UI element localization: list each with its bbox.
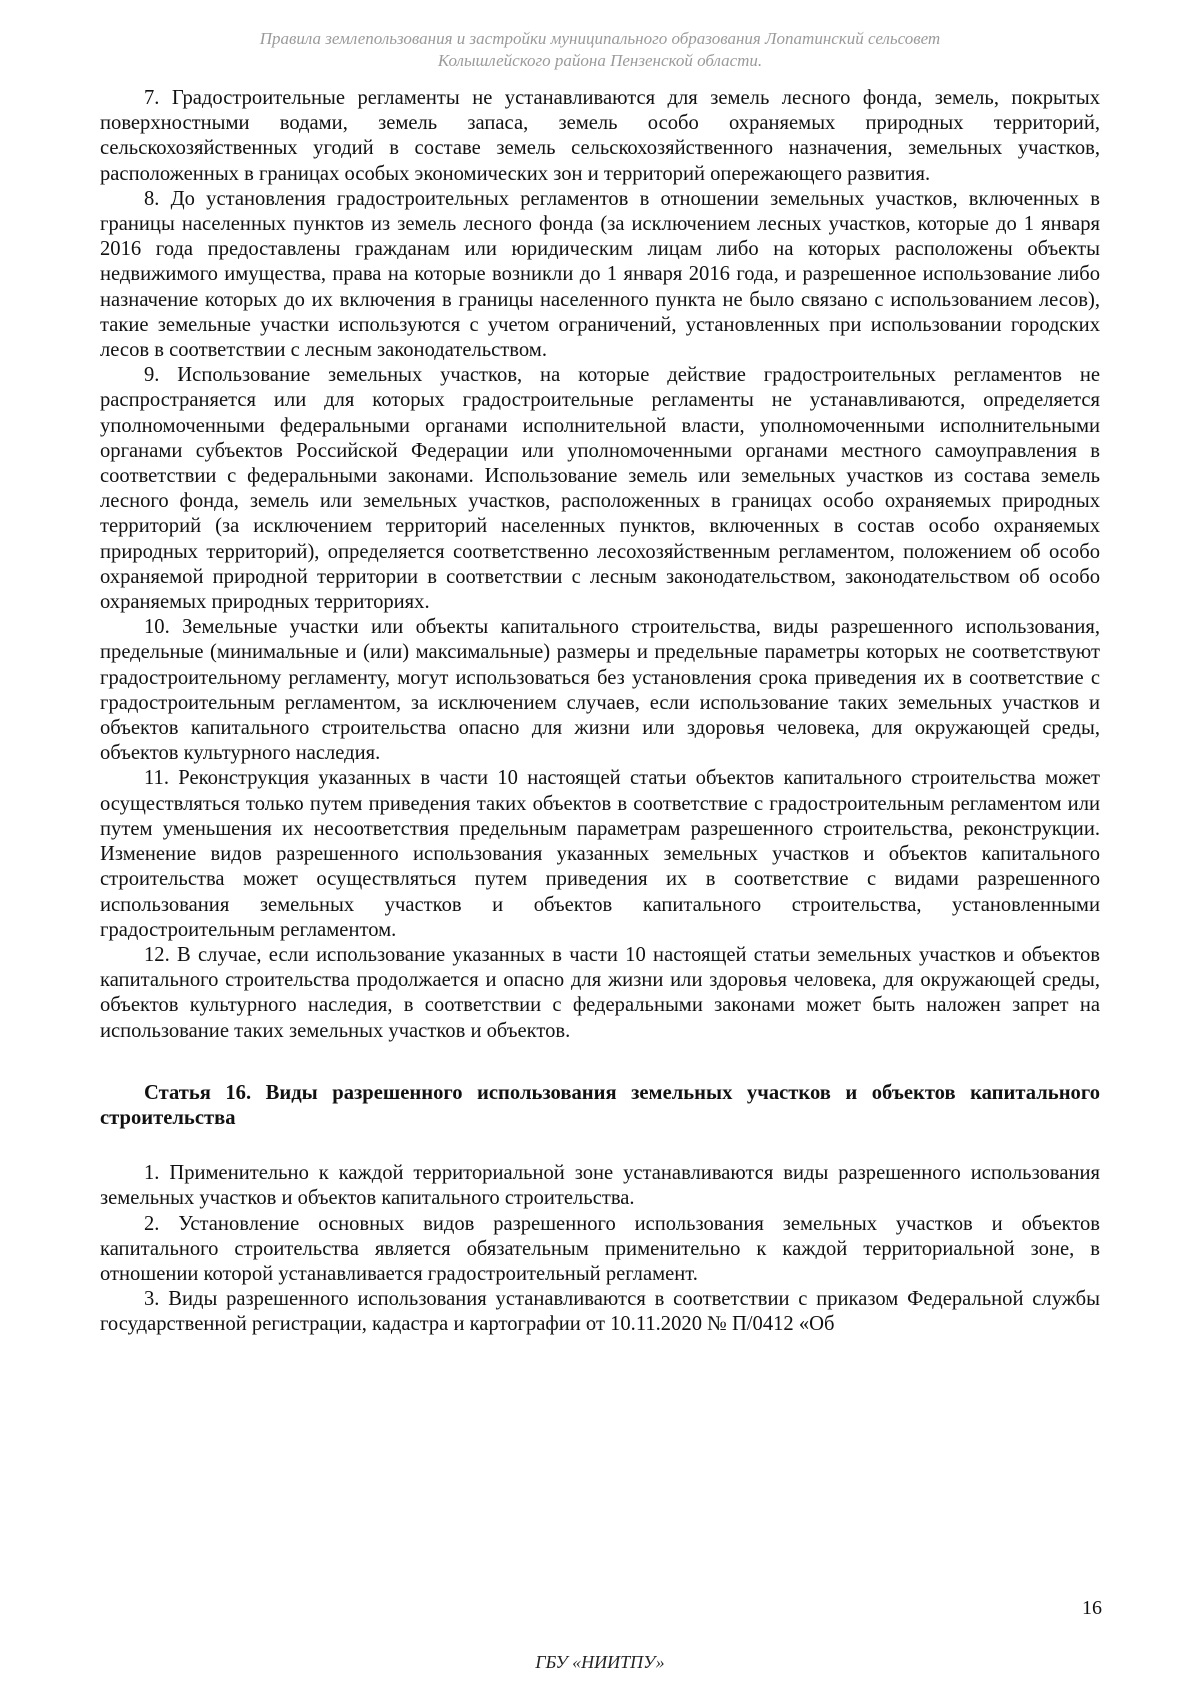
article-16-paragraph-1: 1. Применительно к каждой территориальной зоне устанавливаются виды разрешенного использования земельных участков и объектов капитального строительства. (100, 1162, 1100, 1210)
page-number: 16 (1082, 1597, 1102, 1619)
paragraph-11: 11. Реконструкция указанных в части 10 настоящей статьи объектов капитального строительства может осуществляться только путем приведения таких объектов в соответствие с градостроительным регламентом или путем уменьшения их несоответствия предельным параметрам разрешенного строительства, реконструкции. Изменение видов разрешенного использования указанных земельных участков и объектов капитального строительства может осуществляться путем приведения их в соответствие с видами разрешенного использования земельных участков и объектов капитального строительства, установленными градостроительным регламентом. (100, 767, 1100, 941)
paragraph-8: 8. До установления градостроительных регламентов в отношении земельных участков, включенных в границы населенных пунктов из земель лесного фонда (за исключением лесных участков, которые до 1 января 2016 года предоставлены гражданам или юридическим лицам либо на которых расположены объекты недвижимого имущества, права на которые возникли до 1 января 2016 года, и разрешенное использование либо назначение которых до их включения в границы населенного пункта не было связано с использованием лесов), такие земельные участки используются с учетом ограничений, установленных при использовании городских лесов в соответствии с лесным законодательством. (100, 187, 1100, 362)
article-16-paragraph-2: 2. Установление основных видов разрешенного использования земельных участков и объектов капитального строительства является обязательным применительно к каждой территориальной зоне, в отношении которой устанавливается градостроительный регламент. (100, 1212, 1100, 1285)
paragraph-9: 9. Использование земельных участков, на которые действие градостроительных регламентов не распространяется или для которых градостроительные регламенты не устанавливаются, определяется уполномоченными федеральными органами исполнительной власти, уполномоченными исполнительными органами субъектов Российской Федерации или уполномоченными органами местного самоуправления в соответствии с федеральными законами. Использование земель или земельных участков из состава земель лесного фонда, земель или земельных участков, расположенных в границах особо охраняемых природных территорий (за исключением территорий населенных пунктов, включенных в состав особо охраняемых природных территорий), определяется соответственно лесохозяйственным регламентом, положением об особо охраняемой природной территории в соответствии с лесным законодательством, законодательством об особо охраняемых природных территориях. (100, 364, 1100, 614)
document-body (100, 86, 1100, 1338)
paragraph-12: 12. В случае, если использование указанных в части 10 настоящей статьи земельных участков и объектов капитального строительства продолжается и опасно для жизни или здоровья человека, для окружающей среды, объектов культурного наследия, в соответствии с федеральными законами может быть наложен запрет на использование таких земельных участков и объектов. (100, 943, 1100, 1042)
page-footer: ГБУ «НИИТПУ» (535, 1652, 665, 1672)
paragraph-10: 10. Земельные участки или объекты капитального строительства, виды разрешенного использования, предельные (минимальные и (или) максимальные) размеры и предельные параметры которых не соответствуют градостроительному регламенту, могут использоваться без установления срока приведения их в соответствие с градостроительным регламентом, за исключением случаев, если использование таких земельных участков и объектов капитального строительства опасно для жизни или здоровья человека, для окружающей среды, объектов культурного наследия. (100, 616, 1100, 765)
article-16-paragraph-3: 3. Виды разрешенного использования устанавливаются в соответствии с приказом Федеральной службы государственной регистрации, кадастра и картографии от 10.11.2020 № П/0412 «Об (100, 1288, 1100, 1336)
paragraph-7: 7. Градостроительные регламенты не устанавливаются для земель лесного фонда, земель, покрытых поверхностными водами, земель запаса, земель особо охраняемых природных территорий, сельскохозяйственных угодий в составе земель сельскохозяйственного назначения, земельных участков, расположенных в границах особых экономических зон и территорий опережающего развития. (100, 87, 1100, 185)
running-header (150, 28, 1050, 72)
header-line-2: Колышлейского района Пензенской области. (437, 51, 763, 70)
article-16-heading: Статья 16. Виды разрешенного использования земельных участков и объектов капитального строительства (100, 1081, 1100, 1129)
header-line-1: Правила землепользования и застройки муниципального образования Лопатинский сельсовет (259, 29, 941, 48)
